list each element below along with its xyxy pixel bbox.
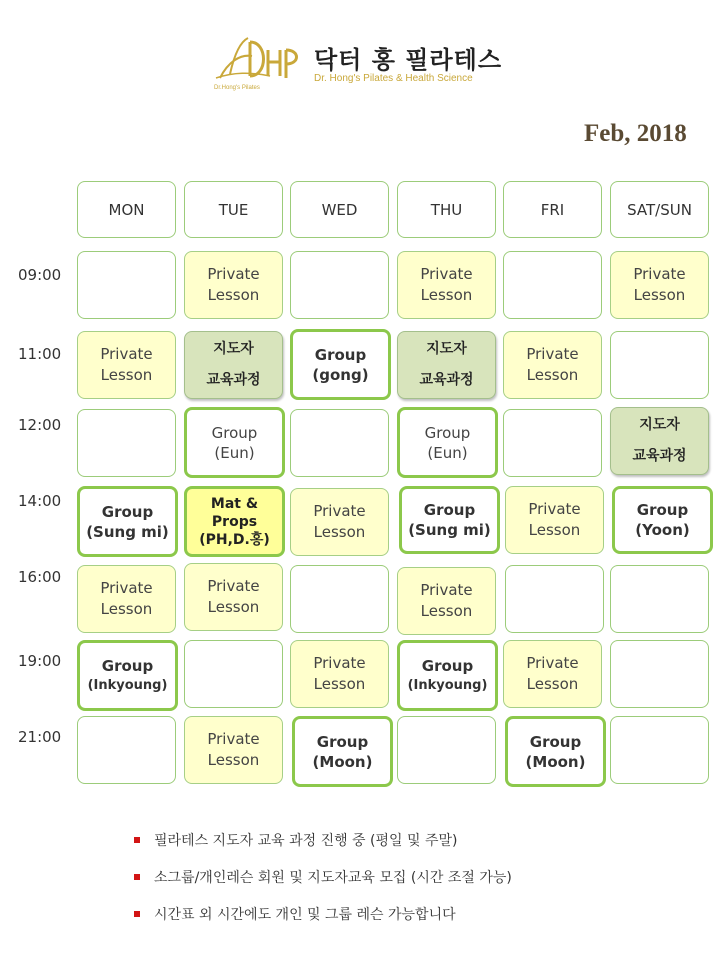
slot-line: Lesson xyxy=(420,602,473,620)
slot-line: 지도자 xyxy=(213,341,254,357)
private-lesson-slot xyxy=(77,565,176,633)
slot-line: Props xyxy=(211,513,258,530)
schedule-slot-empty xyxy=(290,251,389,319)
schedule-slot-empty xyxy=(610,716,709,784)
slot-line: Private xyxy=(207,265,260,283)
slot-line: Lesson xyxy=(207,751,260,769)
slot-line: Lesson xyxy=(420,286,473,304)
group-class-slot xyxy=(292,716,393,787)
slot-line: Mat & xyxy=(210,495,259,512)
slot-line: Private xyxy=(207,577,260,595)
time-label: 11:00 xyxy=(18,345,62,363)
day-header-wed: WED xyxy=(290,181,389,238)
schedule-slot-empty xyxy=(77,251,176,319)
slot-line: 교육과정 xyxy=(206,372,261,388)
schedule-slot-empty xyxy=(184,640,283,708)
logo-mark-text: Dr.Hong's Pilates xyxy=(214,85,260,91)
slot-line: Group xyxy=(101,502,154,521)
group-class-slot xyxy=(184,407,285,478)
slot-line: 지도자 xyxy=(426,341,467,357)
studio-subtitle: Dr. Hong's Pilates & Health Science xyxy=(314,73,473,84)
slot-line: Private xyxy=(526,654,579,672)
studio-name: 닥터 홍 필라테스 xyxy=(314,46,502,74)
instructor-training-slot xyxy=(397,331,496,399)
schedule-slot-empty xyxy=(290,565,389,633)
slot-line: Lesson xyxy=(207,286,260,304)
group-class-slot xyxy=(399,486,500,554)
notes-list xyxy=(130,830,512,941)
slot-line: Private xyxy=(313,654,366,672)
private-lesson-slot xyxy=(184,716,283,784)
slot-line: Private xyxy=(420,581,473,599)
private-lesson-slot xyxy=(503,640,602,708)
dhp-logo-icon xyxy=(210,32,302,92)
slot-line: Private xyxy=(420,265,473,283)
slot-line: (Sung mi) xyxy=(86,522,169,541)
time-label: 16:00 xyxy=(18,568,62,586)
slot-line: Private xyxy=(633,265,686,283)
slot-line: Private xyxy=(528,500,581,518)
schedule-slot-empty xyxy=(610,331,709,399)
slot-line: Group xyxy=(529,732,582,751)
group-class-slot xyxy=(612,486,713,554)
group-class-slot xyxy=(505,716,606,787)
group-class-slot xyxy=(77,486,178,557)
slot-line: Group xyxy=(101,656,154,675)
day-header-mon: MON xyxy=(77,181,176,238)
bullet-icon xyxy=(134,874,140,880)
slot-line: Lesson xyxy=(633,286,686,304)
schedule-slot-empty xyxy=(290,409,389,477)
slot-line: (gong) xyxy=(312,365,369,384)
day-header-satsun: SAT/SUN xyxy=(610,181,709,238)
private-lesson-slot xyxy=(290,488,389,556)
slot-line: (Inkyoung) xyxy=(407,677,488,693)
time-label: 19:00 xyxy=(18,652,62,670)
schedule-slot-empty xyxy=(77,716,176,784)
instructor-training-slot xyxy=(184,331,283,399)
mat-props-class-slot xyxy=(184,486,285,557)
time-label: 14:00 xyxy=(18,492,62,510)
slot-line: 교육과정 xyxy=(632,448,687,464)
studio-logo xyxy=(210,32,510,94)
bullet-icon xyxy=(134,837,140,843)
slot-line: Lesson xyxy=(207,598,260,616)
day-header-thu: THU xyxy=(397,181,496,238)
slot-line: Group xyxy=(316,732,369,751)
slot-line: (Moon) xyxy=(312,752,373,771)
private-lesson-slot xyxy=(610,251,709,319)
day-header-tue: TUE xyxy=(184,181,283,238)
note-text: 시간표 외 시간에도 개인 및 그룹 레슨 가능합니다 xyxy=(154,907,456,923)
time-label: 12:00 xyxy=(18,416,62,434)
slot-line: Private xyxy=(207,730,260,748)
note-text: 소그룹/개인레슨 회원 및 지도자교육 모집 (시간 조절 가능) xyxy=(154,870,512,886)
schedule-slot-empty xyxy=(503,409,602,477)
slot-line: (Yoon) xyxy=(635,521,690,539)
group-class-slot xyxy=(397,640,498,711)
slot-line: Lesson xyxy=(100,600,153,618)
slot-line: Lesson xyxy=(313,675,366,693)
slot-line: Group xyxy=(211,423,258,442)
time-label: 09:00 xyxy=(18,266,62,284)
slot-line: (PH,D.홍) xyxy=(199,531,270,548)
slot-line: Lesson xyxy=(528,521,581,539)
group-class-slot xyxy=(397,407,498,478)
group-class-slot xyxy=(77,640,178,711)
slot-line: Private xyxy=(100,345,153,363)
private-lesson-slot xyxy=(397,251,496,319)
month-title: Feb, 2018 xyxy=(584,120,687,147)
slot-line: Lesson xyxy=(526,366,579,384)
note-item xyxy=(130,867,512,904)
private-lesson-slot xyxy=(184,563,283,631)
private-lesson-slot xyxy=(77,331,176,399)
note-text: 필라테스 지도자 교육 과정 진행 중 (평일 및 주말) xyxy=(154,833,458,849)
slot-line: (Moon) xyxy=(525,752,586,771)
slot-line: Private xyxy=(526,345,579,363)
note-item xyxy=(130,830,512,867)
bullet-icon xyxy=(134,911,140,917)
slot-line: Group xyxy=(421,656,474,675)
private-lesson-slot xyxy=(397,567,496,635)
slot-line: 지도자 xyxy=(639,417,680,433)
time-label: 21:00 xyxy=(18,728,62,746)
private-lesson-slot xyxy=(290,640,389,708)
slot-line: Lesson xyxy=(313,523,366,541)
slot-line: Group xyxy=(636,501,689,519)
slot-line: Private xyxy=(100,579,153,597)
schedule-slot-empty xyxy=(77,409,176,477)
schedule-slot-empty xyxy=(610,565,709,633)
slot-line: (Sung mi) xyxy=(408,521,491,539)
slot-line: 교육과정 xyxy=(419,372,474,388)
slot-line: (Inkyoung) xyxy=(87,677,168,693)
schedule-slot-empty xyxy=(610,640,709,708)
instructor-training-slot xyxy=(610,407,709,475)
slot-line: Lesson xyxy=(100,366,153,384)
slot-line: (Eun) xyxy=(427,443,468,462)
slot-line: Lesson xyxy=(526,675,579,693)
private-lesson-slot xyxy=(184,251,283,319)
slot-line: Group xyxy=(423,501,476,519)
group-class-slot xyxy=(290,329,391,400)
schedule-slot-empty xyxy=(505,565,604,633)
schedule-slot-empty xyxy=(503,251,602,319)
note-item xyxy=(130,904,512,941)
day-header-fri: FRI xyxy=(503,181,602,238)
private-lesson-slot xyxy=(503,331,602,399)
schedule-slot-empty xyxy=(397,716,496,784)
slot-line: Group xyxy=(314,345,367,364)
private-lesson-slot xyxy=(505,486,604,554)
slot-line: Private xyxy=(313,502,366,520)
slot-line: (Eun) xyxy=(214,443,255,462)
slot-line: Group xyxy=(424,423,471,442)
